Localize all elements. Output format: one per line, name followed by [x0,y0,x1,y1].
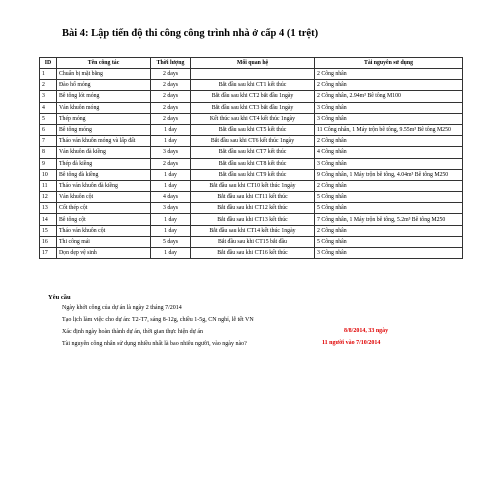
cell-id: 2 [40,80,57,91]
cell-id: 8 [40,147,57,158]
cell-resources: 2 Công nhân [315,69,463,80]
cell-resources: 2 Công nhân [315,80,463,91]
cell-id: 6 [40,124,57,135]
cell-duration: 3 days [151,147,191,158]
table-row [40,169,463,180]
cell-duration: 1 day [151,124,191,135]
header-id: ID [40,58,57,69]
cell-task: Thi công mái [57,236,151,247]
cell-duration: 1 day [151,169,191,180]
answer-completion: 8/8/2014, 33 ngày [344,328,389,334]
table-header-row [40,58,463,69]
cell-id: 4 [40,102,57,113]
cell-id: 11 [40,180,57,191]
cell-task: Ván khuôn đà kiềng [57,147,151,158]
cell-task: Bê tông móng [57,124,151,135]
cell-duration: 4 days [151,192,191,203]
cell-task: Thép đà kiềng [57,158,151,169]
cell-duration: 2 days [151,80,191,91]
cell-task: Ván khuôn móng [57,102,151,113]
cell-relation: Bắt đầu sau khi CT14 kết thúc 1ngày [191,225,315,236]
cell-task: Thép móng [57,113,151,124]
cell-id: 16 [40,236,57,247]
cell-resources: 5 Công nhân [315,236,463,247]
cell-relation: Bắt đầu sau khi CT13 kết thúc [191,214,315,225]
requirement-item: Ngày khởi công của dự án là ngày 2 tháng 7/2014 [62,305,182,311]
cell-id: 14 [40,214,57,225]
cell-relation: Bắt đầu sau khi CT5 kết thúc [191,124,315,135]
cell-id: 9 [40,158,57,169]
cell-resources: 5 Công nhân [315,192,463,203]
cell-id: 1 [40,69,57,80]
table-row [40,214,463,225]
cell-relation: Bắt đầu sau khi CT12 kết thúc [191,203,315,214]
cell-duration: 2 days [151,102,191,113]
cell-id: 10 [40,169,57,180]
table-row [40,248,463,259]
cell-resources: 5 Công nhân [315,203,463,214]
cell-id: 3 [40,91,57,102]
cell-relation: Bắt đầu sau khi CT6 kết thúc 1ngày [191,136,315,147]
table-row [40,158,463,169]
cell-resources: 9 Công nhân, 1 Máy trộn bê tông, 4.04m³ Bê tông M250 [315,169,463,180]
requirement-item: Tài nguyên công nhân sử dụng nhiều nhất là bao nhiêu người, vào ngày nào? [62,341,247,347]
header-resources: Tài nguyên sử dụng [315,58,463,69]
cell-id: 15 [40,225,57,236]
cell-task: Chuẩn bị mặt bằng [57,69,151,80]
cell-duration: 2 days [151,113,191,124]
schedule-table [39,57,463,259]
cell-task: Bê tông đà kiềng [57,169,151,180]
cell-relation [191,69,315,80]
cell-task: Bê tông lót móng [57,91,151,102]
cell-relation: Bắt đầu sau khi CT11 kết thúc [191,192,315,203]
cell-id: 7 [40,136,57,147]
cell-resources: 7 Công nhân, 1 Máy trộn bê tông, 5.2m³ Bê tông M250 [315,214,463,225]
cell-resources: 3 Công nhân [315,248,463,259]
cell-duration: 5 days [151,236,191,247]
cell-resources: 4 Công nhân [315,147,463,158]
cell-relation: Bắt đầu sau khi CT7 kết thúc [191,147,315,158]
cell-duration: 1 day [151,225,191,236]
cell-duration: 2 days [151,158,191,169]
cell-task: Ván khuôn cột [57,192,151,203]
table-row [40,136,463,147]
cell-relation: Bắt đầu sau khi CT9 kết thúc [191,169,315,180]
cell-id: 13 [40,203,57,214]
cell-resources: 2 Công nhân [315,225,463,236]
cell-task: Đào hố móng [57,80,151,91]
cell-relation: Bắt đầu sau khi CT2 bắt đầu 1ngày [191,91,315,102]
cell-relation: Bắt đầu sau khi CT1 kết thúc [191,80,315,91]
table-row [40,225,463,236]
answer-max-workers: 11 người vào 7/10/2014 [322,340,381,346]
header-relation: Mối quan hệ [191,58,315,69]
cell-relation: Bắt đầu sau khi CT8 kết thúc [191,158,315,169]
cell-task: Dọn dẹp vệ sinh [57,248,151,259]
header-task: Tên công tác [57,58,151,69]
table-row [40,192,463,203]
cell-task: Tháo ván khuôn đà kiềng [57,180,151,191]
cell-resources: 3 Công nhân [315,102,463,113]
cell-resources: 2 Công nhân [315,136,463,147]
page-title: Bài 4: Lập tiến độ thi công công trình nhà ở cấp 4 (1 trệt) [62,28,319,39]
table-row [40,236,463,247]
table-row [40,180,463,191]
cell-id: 5 [40,113,57,124]
cell-resources: 11 Công nhân, 1 Máy trộn bê tông, 9.55m³ Bê tông M250 [315,124,463,135]
cell-duration: 1 day [151,136,191,147]
cell-resources: 3 Công nhân [315,113,463,124]
header-duration: Thời lượng [151,58,191,69]
requirement-item: Tạo lịch làm việc cho dự án: T2-T7, sáng 8-12g, chiều 1-5g, CN nghỉ, lễ tết VN [62,317,254,323]
cell-duration: 1 day [151,214,191,225]
cell-task: Cốt thép cột [57,203,151,214]
cell-duration: 2 days [151,69,191,80]
cell-relation: Kết thúc sau khi CT4 kết thúc 1ngày [191,113,315,124]
cell-resources: 3 Công nhân [315,158,463,169]
table-row [40,203,463,214]
requirements-title: Yêu cầu [48,294,71,301]
cell-id: 17 [40,248,57,259]
cell-relation: Bắt đầu sau khi CT10 kết thúc 1ngày [191,180,315,191]
cell-task: Tháo ván khuôn móng và lấp đất [57,136,151,147]
table-row [40,102,463,113]
cell-relation: Bắt đầu sau khi CT15 bắt đầu [191,236,315,247]
requirement-item: Xác định ngày hoàn thành dự án, thời gian thực hiện dự án [62,329,204,335]
table-row [40,124,463,135]
cell-relation: Bắt đầu sau khi CT16 kết thúc [191,248,315,259]
cell-duration: 1 day [151,180,191,191]
table-row [40,147,463,158]
cell-duration: 1 day [151,248,191,259]
table-row [40,80,463,91]
table-row [40,69,463,80]
cell-relation: Bắt đầu sau khi CT3 bắt đầu 1ngày [191,102,315,113]
cell-task: Tháo ván khuôn cột [57,225,151,236]
cell-id: 12 [40,192,57,203]
cell-resources: 2 Công nhân [315,180,463,191]
cell-duration: 2 days [151,91,191,102]
cell-task: Bê tông cột [57,214,151,225]
table-row [40,91,463,102]
cell-duration: 3 days [151,203,191,214]
table-row [40,113,463,124]
cell-resources: 2 Công nhân, 2.94m³ Bê tông M100 [315,91,463,102]
